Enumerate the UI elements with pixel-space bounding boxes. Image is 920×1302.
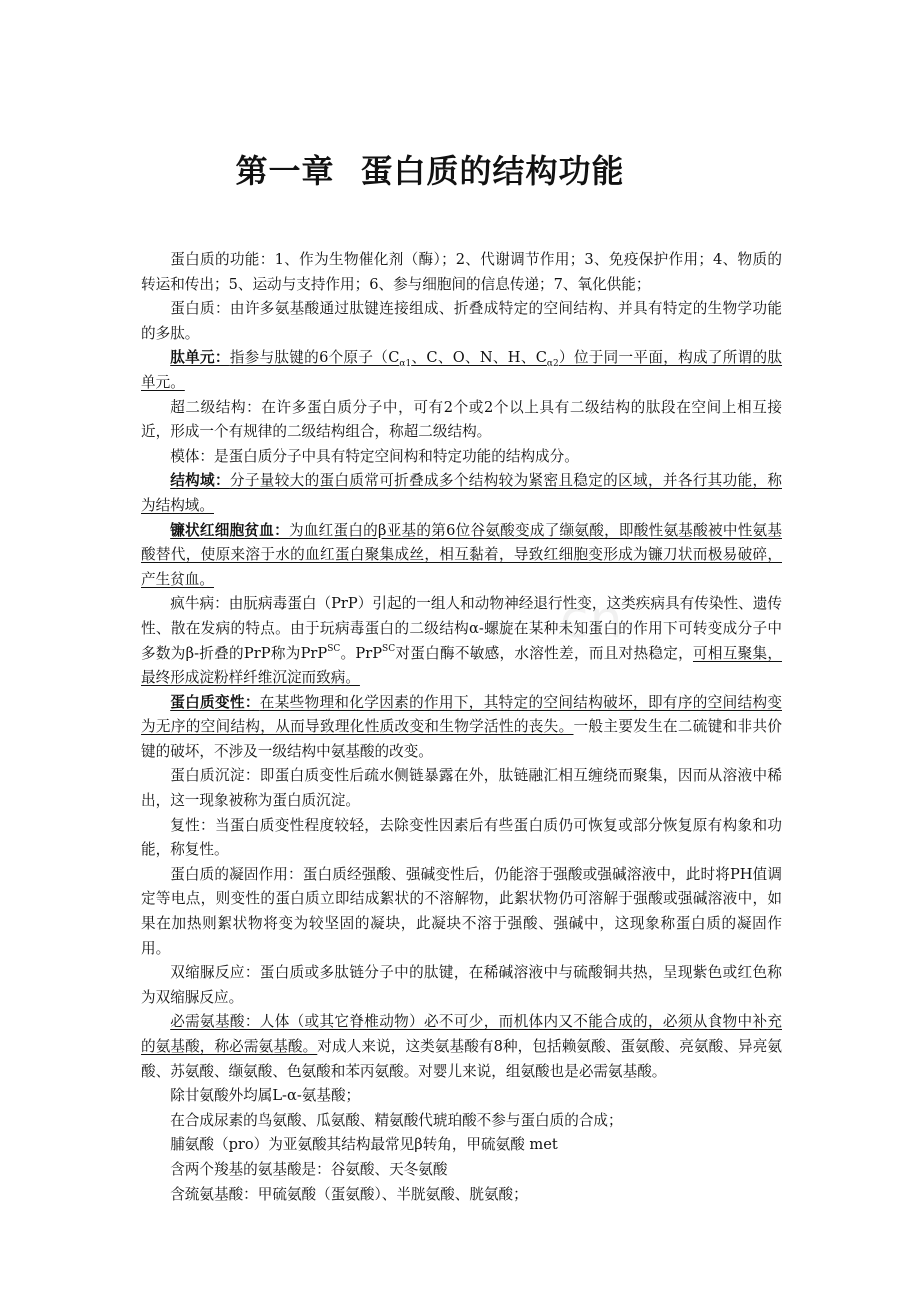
paragraph-sickle-cell-anemia: 镰状红细胞贫血：为血红蛋白的β亚基的第6位谷氨酸变成了缬氨酸，即酸性氨基酸被中性氨基酸替代，使原来溶于水的血红蛋白聚集成丝，相互黏着，导致红细胞变形成为镰刀状而极易破碎，产生贫血。 xyxy=(141,521,782,588)
chapter-name: 蛋白质的结构功能 xyxy=(360,152,625,190)
term-domain: 结构域： xyxy=(170,472,230,490)
paragraph-protein-definition: 蛋白质：由许多氨基酸通过肽键连接组成、折叠成特定的空间结构、并具有特定的生物学功能的多肽。 xyxy=(141,300,782,342)
paragraph-urea-cycle: 在合成尿素的鸟氨酸、瓜氨酸、精氨酸代琥珀酸不参与蛋白质的合成； xyxy=(170,1111,623,1129)
chapter-number: 第一章 xyxy=(235,152,335,190)
paragraph-motif: 模体：是蛋白质分子中具有特定空间构和特定功能的结构成分。 xyxy=(170,447,579,465)
term-peptide-unit: 肽单元： xyxy=(170,349,230,367)
watermark: cn xyxy=(560,590,624,650)
paragraph-precipitation: 蛋白质沉淀：即蛋白质变性后疏水侧链暴露在外，肽链融汇相互缠绕而聚集，因而从溶液中稀出，这一现象被称为蛋白质沉淀。 xyxy=(141,767,782,810)
paragraph-mad-cow-disease: 疯牛病：由朊病毒蛋白（PrP）引起的一组人和动物神经退行性变，这类疾病具有传染性、遗传性、散在发病的特点。由于玩病毒蛋白的二级结构α-螺旋在某种未知蛋白的作用下可转变成分子中多数为β-折叠的PrP称为PrP$^{SC}$。PrP$^{SC}$对蛋白酶不敏感，水溶性差，而且对热稳定，可相互聚集，最终形成淀粉样纤维沉淀而致病。 xyxy=(141,595,782,687)
paragraph-biuret-reaction: 双缩脲反应：蛋白质或多肽链分子中的肽键，在稀碱溶液中与硫酸铜共热，呈现紫色或红色称为双缩脲反应。 xyxy=(141,964,782,1006)
paragraph-denaturation: 蛋白质变性：在某些物理和化学因素的作用下，其特定的空间结构破坏，即有序的空间结构变为无序的空间结构，从而导致理化性质改变和生物学活性的丧失。一般主要发生在二硫键和非共价键的破坏，不涉及一级结构中氨基酸的改变。 xyxy=(141,693,782,760)
paragraph-renaturation: 复性：当蛋白质变性程度较轻，去除变性因素后有些蛋白质仍可恢复或部分恢复原有构象和功能，称复性。 xyxy=(141,816,782,859)
term-sickle-cell: 镰状红细胞贫血： xyxy=(170,521,289,539)
chapter-title xyxy=(0,146,920,192)
paragraph-protein-functions: 蛋白质的功能：1、作为生物催化剂（酶）；2、代谢调节作用；3、免疫保护作用；4、物质的转运和传出；5、运动与支持作用；6、参与细胞间的信息传递；7、氧化供能； xyxy=(141,251,782,293)
paragraph-acidic-amino-acids: 含两个羧基的氨基酸是：谷氨酸、天冬氨酸 xyxy=(170,1160,448,1178)
paragraph-proline: 脯氨酸（pro）为亚氨酸其结构最常见β转角，甲硫氨酸 met xyxy=(170,1136,558,1154)
paragraph-supersecondary-structure: 超二级结构：在许多蛋白质分子中，可有2个或2个以上具有二级结构的肽段在空间上相互接近，形成一个有规律的二级结构组合，称超二级结构。 xyxy=(141,398,782,441)
document-body xyxy=(141,248,782,1207)
paragraph-l-alpha-amino: 除甘氨酸外均属L-α-氨基酸； xyxy=(170,1087,361,1105)
paragraph-essential-amino-acids: 必需氨基酸：人体（或其它脊椎动物）必不可少，而机体内又不能合成的，必须从食物中补充的氨基酸，称必需氨基酸。对成人来说，这类氨基酸有8种，包括赖氨酸、蛋氨酸、亮氨酸、异亮氨酸、苏氨酸、缬氨酸、色氨酸和苯丙氨酸。对婴儿来说，组氨酸也是必需氨基酸。 xyxy=(141,1013,782,1080)
paragraph-domain: 结构域：分子量较大的蛋白质常可折叠成多个结构较为紧密且稳定的区域，并各行其功能，称为结构域。 xyxy=(141,472,782,514)
paragraph-coagulation: 蛋白质的凝固作用：蛋白质经强酸、强碱变性后，仍能溶于强酸或强碱溶液中，此时将PH值调定等电点，则变性的蛋白质立即结成絮状的不溶解物，此絮状物仍可溶解于强酸或强碱溶液中，如果在加热则絮状物将变为较坚固的凝块，此凝块不溶于强酸、强碱中，这现象称蛋白质的凝固作用。 xyxy=(141,865,782,957)
paragraph-peptide-unit: 肽单元：指参与肽键的6个原子（$C_{\alpha 1}$、C、O、N、H、$C_{\alpha 2}$）位于同一平面，构成了所谓的肽单元。 xyxy=(141,349,783,391)
term-denaturation: 蛋白质变性： xyxy=(170,693,260,711)
paragraph-sulfur-amino-acids: 含巯氨基酸：甲硫氨酸（蛋氨酸）、半胱氨酸、胱氨酸； xyxy=(170,1185,528,1203)
